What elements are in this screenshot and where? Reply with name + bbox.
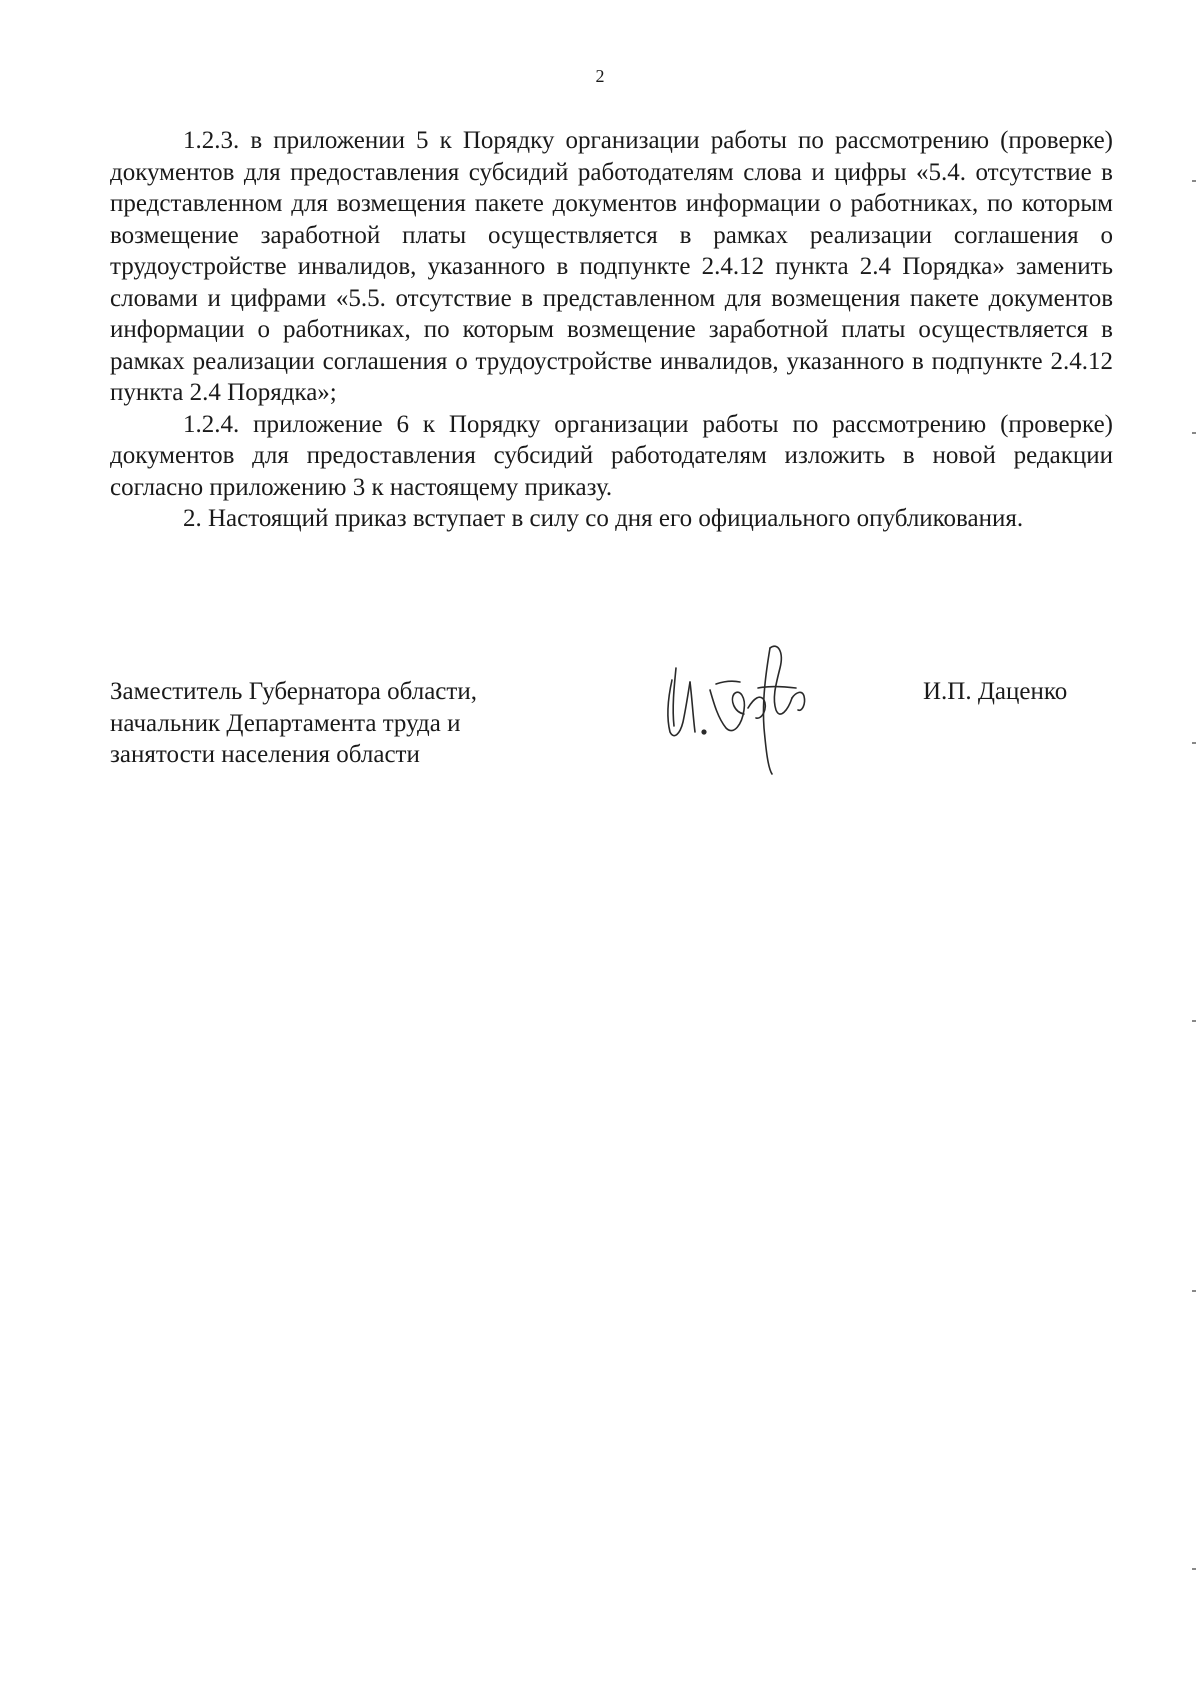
paragraph-2: 2. Настоящий приказ вступает в силу со дня его официального опубликования. xyxy=(183,505,1024,532)
scan-edge-mark xyxy=(1192,742,1196,744)
scan-edge-mark xyxy=(1192,1568,1196,1570)
signer-title-line: начальник Департамента труда и xyxy=(110,709,461,737)
scan-edge-mark xyxy=(1192,1290,1196,1292)
page-number: 2 xyxy=(595,66,605,86)
scan-edge-mark xyxy=(1192,1020,1196,1022)
signature-block xyxy=(110,676,1113,796)
signer-title-line: занятости населения области xyxy=(110,741,420,768)
signer-name: И.П. Даценко xyxy=(923,678,1068,705)
scan-edge-mark xyxy=(1192,180,1196,182)
signer-title xyxy=(110,676,590,771)
paragraph-1-2-4: 1.2.4. приложение 6 к Порядку организации работы по рассмотрению (проверке) документов для предоставления субсидий работодателям изложить в новой редакции согласно приложению 3 к настоящему приказу. xyxy=(110,410,1113,501)
signer-title-line: Заместитель Губернатора области, xyxy=(110,678,477,705)
document-body xyxy=(110,125,1113,535)
scan-edge-mark xyxy=(1192,432,1196,434)
paragraph-1-2-3: 1.2.3. в приложении 5 к Порядку организации работы по рассмотрению (проверке) документов для предоставления субсидий работодателям слова и цифры «5.4. отсутствие в представленном для возмещения пакете документов информации о работниках, по которым возмещение заработной платы осуществляется в рамках реализации соглашения о трудоустройстве инвалидов, указанного в подпункте 2.4.12 пункта 2.4 Порядка» заменить словами и цифрами «5.5. отсутствие в представленном для возмещения пакете документов информации о работниках, по которым возмещение заработной платы осуществляется в рамках реализации соглашения о трудоустройстве инвалидов, указанного в подпункте 2.4.12 пункта 2.4 Порядка»; xyxy=(110,127,1113,406)
handwritten-signature-icon xyxy=(650,628,840,778)
